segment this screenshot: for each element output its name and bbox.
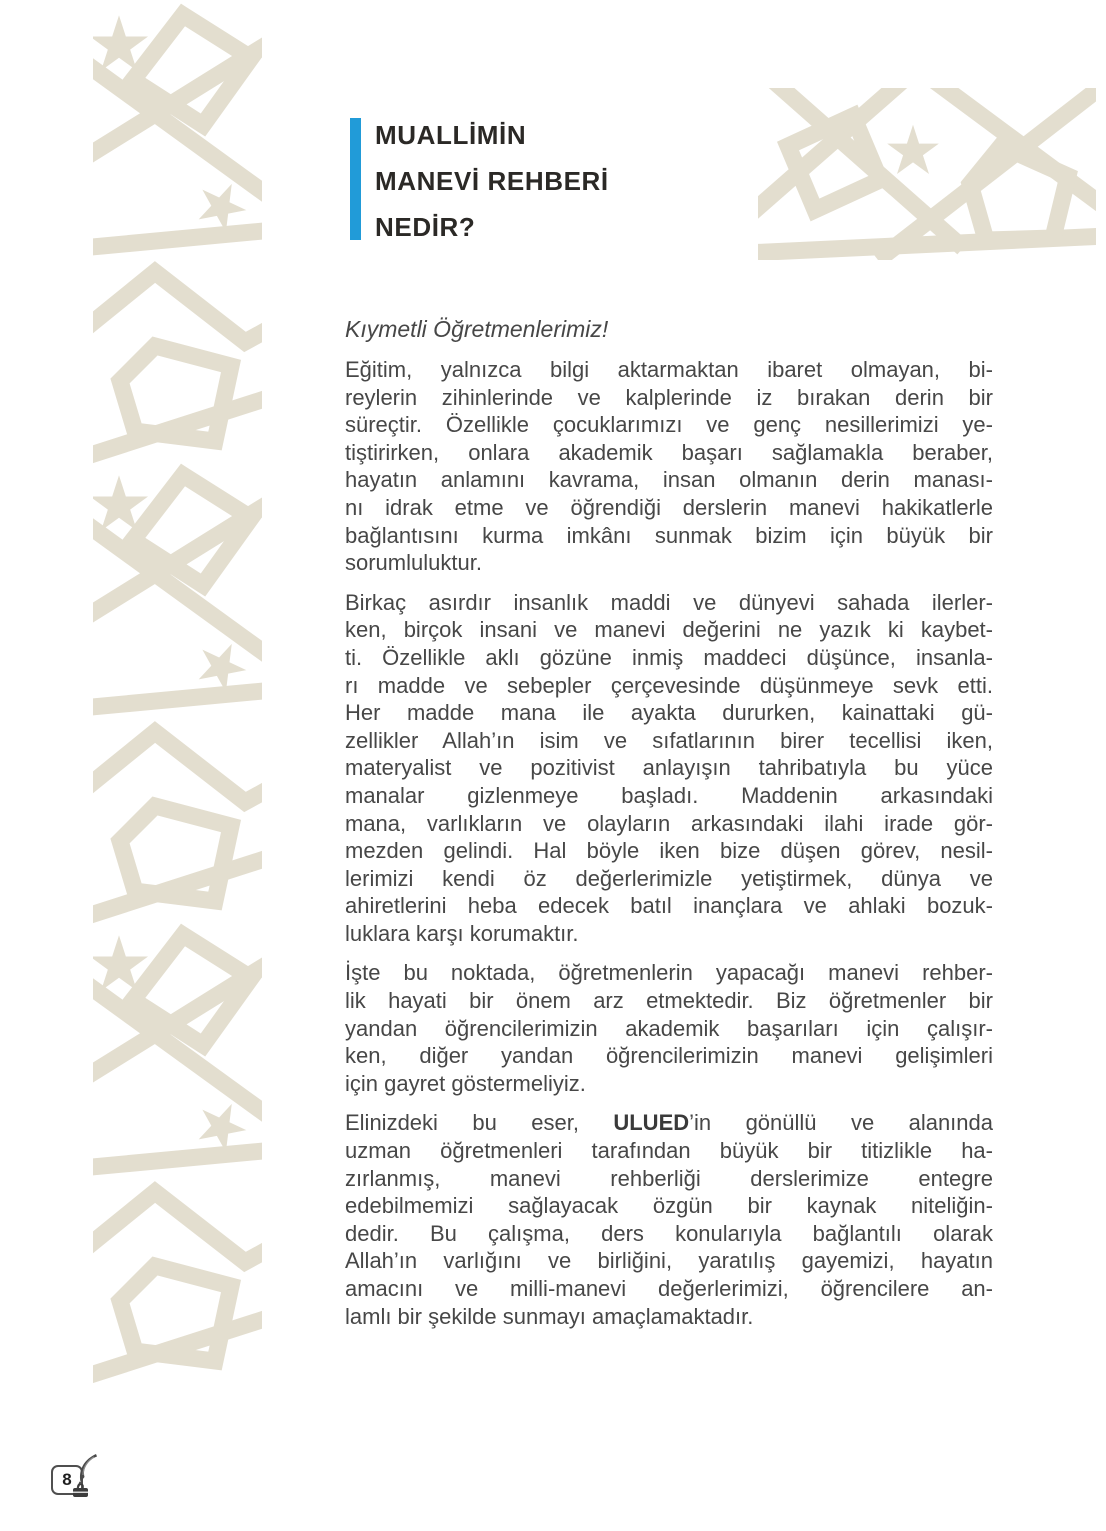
paragraph bbox=[345, 356, 993, 577]
paragraph bbox=[345, 1109, 993, 1330]
page-number: 8 bbox=[62, 1470, 72, 1489]
text-line: yandan öğrencilerimizin akademik başarıları için çalışır- bbox=[345, 1015, 993, 1041]
text-line: manalar gizlenmeye başladı. Maddenin arkasındaki bbox=[345, 782, 993, 808]
text-line: lamlı bir şekilde sunmayı amaçlamaktadır. bbox=[345, 1303, 754, 1329]
text-line: tiştirirken, onlara akademik başarı sağlamakla beraber, bbox=[345, 439, 993, 465]
text-line: amacını ve milli-manevi değerlerimizi, öğrencilere an- bbox=[345, 1276, 993, 1301]
text-line: zellikler Allah’ın isim ve sıfatlarının birer tecellisi iken, bbox=[345, 727, 993, 753]
text-line: materyalist ve pozitivist anlayışın tahribatıyla bu yüce bbox=[345, 755, 993, 781]
page-title-line-1: MUALLİMİN bbox=[375, 120, 527, 150]
top-right-geometric-pattern-decoration bbox=[758, 88, 1096, 260]
text-line: zırlanmış, manevi rehberliği derslerimize entegre bbox=[345, 1165, 993, 1191]
title-accent-bar bbox=[350, 118, 361, 240]
text-line: ken, birçok insani ve manevi değerini ne yazık ki kaybet- bbox=[345, 617, 993, 643]
text-line: ti. Özellikle aklı gözüne inmiş maddeci düşünce, insanla- bbox=[345, 644, 993, 670]
text-line: reylerin zihinlerinde ve kalplerinde iz bırakan derin bir bbox=[345, 384, 993, 410]
page-title-line-3: NEDİR? bbox=[375, 212, 476, 242]
text-line: uzman öğretmenleri tarafından büyük bir titizlikle ha- bbox=[345, 1138, 993, 1164]
text-line: mezden gelindi. Hal böyle iken bize düşen görev, nesil- bbox=[345, 838, 993, 864]
text-line: bağlantısını kurma imkânı sunmak bizim için büyük bir bbox=[345, 522, 993, 548]
text-line: Allah’ın varlığını ve birliğini, yaratılış gayemizi, hayatın bbox=[345, 1248, 993, 1274]
paragraph bbox=[345, 589, 993, 948]
text-line: için gayret göstermeliyiz. bbox=[345, 1070, 586, 1096]
text-line: rı madde ve sebepler çerçevesinde düşünmeye sevk etti. bbox=[345, 672, 993, 698]
body-paragraphs bbox=[345, 356, 993, 1330]
text-line: sorumluluktur. bbox=[345, 550, 482, 576]
text-line: İşte bu noktada, öğretmenlerin yapacağı manevi rehber- bbox=[345, 960, 993, 986]
text-line: lik hayati bir önem arz etmektedir. Biz öğretmenler bir bbox=[345, 988, 993, 1014]
text-line: dedir. Bu çalışma, ders konularıyla bağlantılı olarak bbox=[345, 1220, 993, 1246]
text-line: Her madde mana ile ayakta dururken, kainattaki gü- bbox=[345, 700, 993, 726]
text-line: hayatın anlamını kavrama, insan olmanın derin manası- bbox=[345, 467, 993, 493]
body-text-column bbox=[345, 314, 993, 1342]
quill-inkwell-icon bbox=[72, 1452, 100, 1498]
text-line: nı idrak etme ve öğrendiği derslerin manevi hakikatlerle bbox=[345, 494, 993, 520]
page-title bbox=[375, 112, 609, 250]
text-line: süreçtir. Özellikle çocuklarımızı ve genç nesillerimizi ye- bbox=[345, 412, 993, 438]
paragraph bbox=[345, 959, 993, 1097]
chapter-title-block bbox=[350, 112, 609, 250]
greeting-line: Kıymetli Öğretmenlerimiz! bbox=[345, 316, 609, 342]
text-line: Eğitim, yalnızca bilgi aktarmaktan ibaret olmayan, bi- bbox=[345, 357, 993, 382]
text-line: ahiretlerini heba edecek batıl inançlara ve ahlaki bozuk- bbox=[345, 893, 993, 919]
text-line: luklara karşı korumaktır. bbox=[345, 920, 579, 946]
text-line: ken, diğer yandan öğrencilerimizin manevi gelişimleri bbox=[345, 1043, 993, 1069]
text-line: mana, varlıkların ve olayların arkasındaki ilahi irade gör- bbox=[345, 810, 993, 836]
left-geometric-pattern-decoration bbox=[93, 0, 262, 1383]
text-line: edebilmemizi sağlayacak özgün bir kaynak niteliğin- bbox=[345, 1193, 993, 1219]
text-line: Elinizdeki bu eser, ULUED’in gönüllü ve alanında bbox=[345, 1110, 994, 1136]
text-line: Birkaç asırdır insanlık maddi ve dünyevi sahada ilerler- bbox=[345, 589, 993, 615]
text-line: lerimizi kendi öz değerlerimizle yetiştirmek, dünya ve bbox=[345, 865, 993, 891]
page-title-line-2: MANEVİ REHBERİ bbox=[375, 166, 609, 196]
